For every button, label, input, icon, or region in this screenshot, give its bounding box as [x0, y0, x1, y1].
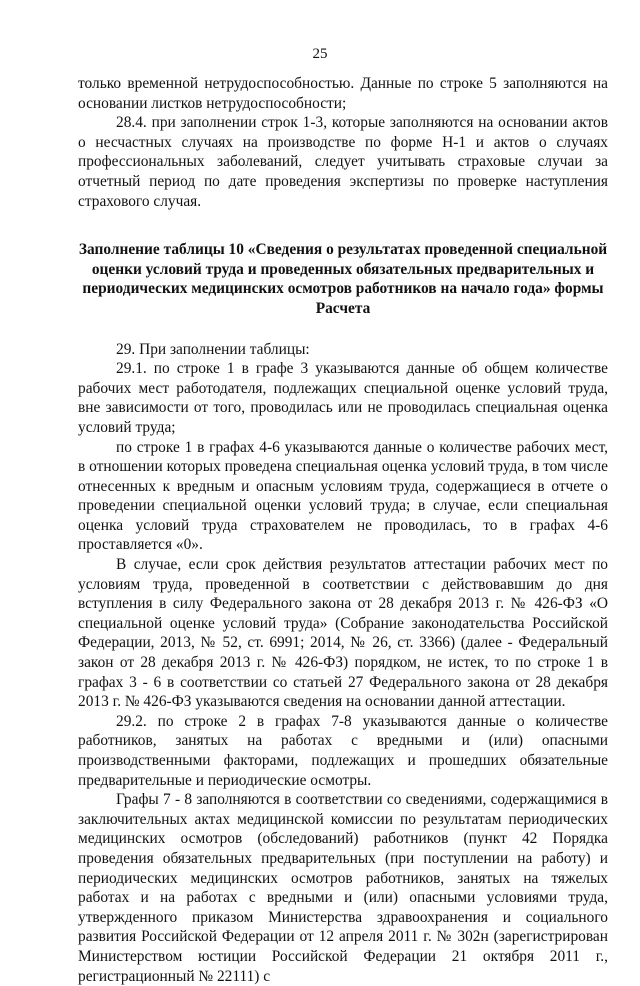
paragraph-29-1: 29.1. по строке 1 в графе 3 указываются данные об общем количестве рабочих мест работодателя, подлежащих специальной оценке условий труда, вне зависимости от того, проводилась или не проводилась специальная оценка условий труда; — [78, 360, 608, 436]
paragraph-29-2-columns-7-8: Графы 7 - 8 заполняются в соответствии со сведениями, содержащимися в заключительных актах медицинской комиссии по результатам периодических медицинских осмотров (обследований) работников (пункт 42 Порядка проведения обязательных предварительных (при поступлении на работу) и периодических медицинских осмотров работников, занятых на тяжелых работах и на работах с вредными и (или) опасными условиями труда, утвержденного приказом Министерства здравоохранения и социального развития Российской Федерации от 12 апреля 2011 г. № 302н (зарегистрирован Министерством юстиции Российской Федерации 21 октября 2011 г., регистрационный № 22111) с — [78, 791, 608, 985]
paragraph-28-4: 28.4. при заполнении строк 1-3, которые заполняются на основании актов о несчастных случаях на производстве по форме Н-1 и актов о случаях профессиональных заболеваний, следует учитывать страховые случаи за отчетный период по дате проведения экспертизы по проверке наступления страхового случая. — [78, 114, 608, 210]
paragraph-continuation: только временной нетрудоспособностью. Данные по строке 5 заполняются на основании листков нетрудоспособности; — [78, 75, 608, 112]
paragraph-29-1-columns-4-6: по строке 1 в графах 4-6 указываются данные о количестве рабочих мест, в отношении которых проведена специальная оценка условий труда, в том числе отнесенных к вредным и опасным условиям труда, содержащиеся в отчете о проведении специальной оценки условий труда; в случае, если специальная оценка условий труда страхователем не проводилась, то в графах 4-6 проставляется «0». — [78, 438, 608, 554]
paragraph-29-2: 29.2. по строке 2 в графах 7-8 указываются данные о количестве работников, занятых на работах с вредными и (или) опасными производственными факторами, подлежащих и прошедших обязательные предварительные и периодические осмотры. — [78, 712, 608, 789]
page-number: 25 — [312, 46, 328, 62]
paragraph-29: 29. При заполнении таблицы: — [116, 340, 310, 358]
section-heading: Заполнение таблицы 10 «Сведения о результатах проведенной специальной оценки условий труда и проведенных обязательных предварительных и периодических медицинских осмотров работников на начало года» формы Расчета — [78, 241, 608, 317]
page-content — [78, 74, 608, 986]
paragraph-29-1-attestation: В случае, если срок действия результатов аттестации рабочих мест по условиям труда, проведенной в соответствии с действовавшим до дня вступления в силу Федерального закона от 28 декабря 2013 г. № 426-ФЗ «О специальной оценке условий труда» (Собрание законодательства Российской Федерации, 2013, № 52, ст. 6991; 2014, № 26, ст. 3366) (далее - Федеральный закон от 28 декабря 2013 г. № 426-ФЗ) порядком, не истек, то по строке 1 в графах 3 - 6 в соответствии со статьей 27 Федерального закона от 28 декабря 2013 г. № 426-ФЗ указываются сведения на основании данной аттестации. — [78, 556, 608, 711]
